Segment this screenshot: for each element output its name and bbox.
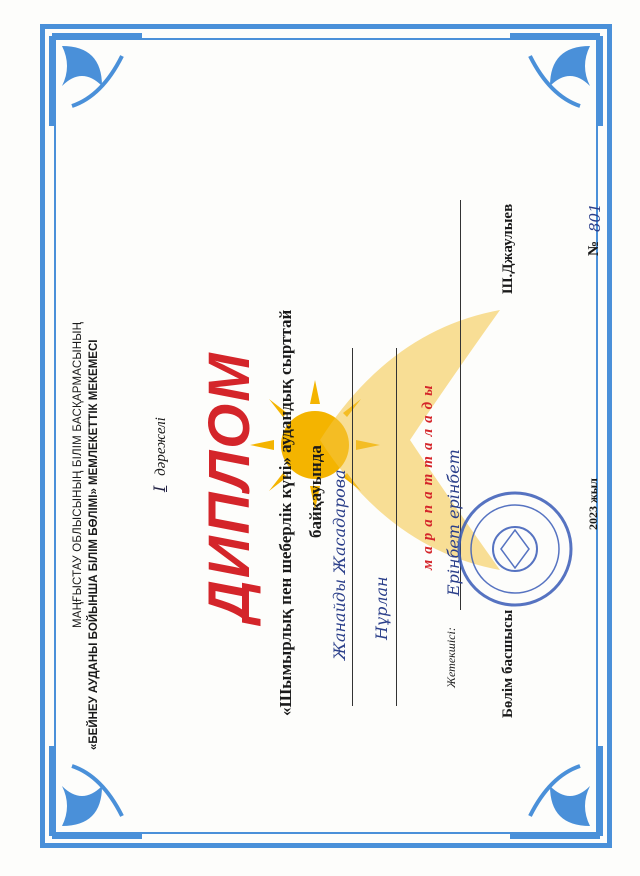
supervisor-label: Жетекшісі: xyxy=(444,627,458,688)
number-value: 801 xyxy=(586,203,604,232)
contest-line-1: «Шымырлық пен шеберлік күні» аудандық сырттай xyxy=(276,309,295,716)
corner-ornament-icon xyxy=(500,736,610,846)
year-text: 2023 жыл xyxy=(586,478,600,530)
corner-ornament-icon xyxy=(42,26,152,136)
degree-number: I xyxy=(150,485,169,492)
recipient-handwritten-2: Нұрлан xyxy=(372,576,391,640)
issuer-line-2: «БЕЙНЕУ АУДАНЫ БОЙЫНША БІЛІМ БӨЛІМІ» МЕМЛЕКЕТТІК МЕКЕМЕСІ xyxy=(88,339,100,750)
recipient-underline-1 xyxy=(352,348,353,706)
diploma-title: ДИПЛОМ xyxy=(197,351,262,622)
head-name: Ш.Джаулыев xyxy=(500,203,516,294)
number-label: № xyxy=(586,240,602,256)
awarded-text: марапатталады xyxy=(420,379,436,570)
supervisor-handwritten: Ерінбет ерінбет xyxy=(444,449,463,596)
contest-line-2: байқауында xyxy=(306,445,325,538)
recipient-handwritten: Жанайды Жасадарова xyxy=(330,469,349,660)
degree-text: дәрежелі xyxy=(153,417,169,476)
corner-ornament-icon xyxy=(500,26,610,136)
head-label: Бөлім басшысы xyxy=(500,609,516,718)
official-stamp-icon xyxy=(456,490,574,608)
corner-ornament-icon xyxy=(42,736,152,846)
issuer-line-1: МАҢҒЫСТАУ ОБЛЫСЫНЫҢ БІЛІМ БАСҚАРМАСЫНЫҢ xyxy=(72,321,84,628)
degree-label xyxy=(150,417,170,492)
recipient-underline-2 xyxy=(396,348,397,706)
